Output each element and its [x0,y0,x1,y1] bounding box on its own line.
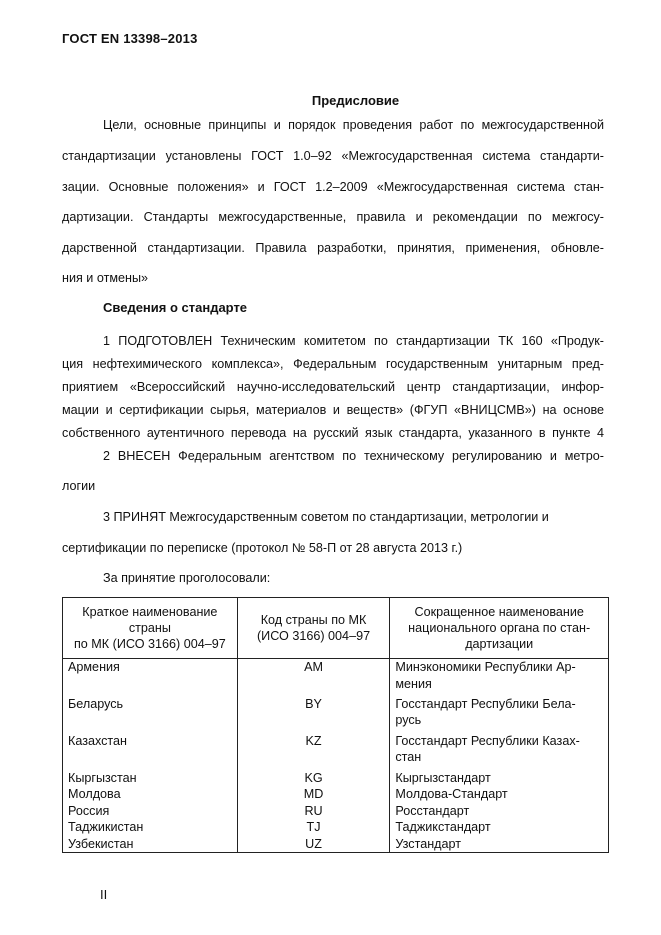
foreword-line: дартизации. Стандарты межгосударственные, правила и рекомендации по межгосу- [62,210,604,224]
country-cell: Беларусь [63,696,238,733]
item1-line: 1 ПОДГОТОВЛЕН Техническим комитетом по стандартизации ТК 160 «Продук- [103,334,604,348]
body-cell: Кыргызстандарт [390,770,609,787]
table-row [63,786,609,803]
code-cell: KZ [237,733,390,770]
body-cell: Госстандарт Республики Бела- русь [390,696,609,733]
table-row [63,733,609,770]
table-header-row [63,598,609,659]
item3-line: сертификации по переписке (протокол № 58-П от 28 августа 2013 г.) [62,541,463,555]
item2-line: 2 ВНЕСЕН Федеральным агентством по техническому регулированию и метро- [103,449,604,463]
country-cell: Молдова [63,786,238,803]
code-cell: KG [237,770,390,787]
foreword-line: дарственной стандартизации. Правила разработки, принятия, применения, обновле- [62,241,604,255]
item1-line: приятием «Всероссийский научно-исследовательский центр стандартизации, инфор- [62,380,604,394]
item2-line: логии [62,479,96,493]
foreword-line: зации. Основные положения» и ГОСТ 1.2–2009 «Межгосударственная система стан- [62,180,604,194]
body-cell: Минэкономики Республики Ар- мения [390,659,609,696]
table-row [63,659,609,696]
country-cell: Россия [63,803,238,820]
standard-info-title: Сведения о стандарте [103,300,248,315]
code-cell: TJ [237,819,390,836]
body-cell: Молдова-Стандарт [390,786,609,803]
body-cell: Узстандарт [390,836,609,853]
code-cell: BY [237,696,390,733]
column-header-country: Краткое наименование страны по МК (ИСО 3166) 004–97 [63,598,238,659]
foreword-line: Цели, основные принципы и порядок проведения работ по межгосударственной [103,118,604,132]
item1-line: ция нефтехимического комплекса», Федеральным государственным унитарным пред- [62,357,604,371]
country-cell: Казахстан [63,733,238,770]
column-header-body: Сокращенное наименование национального органа по стан- дартизации [390,598,609,659]
table-row [63,836,609,853]
code-cell: AM [237,659,390,696]
country-cell: Кыргызстан [63,770,238,787]
code-cell: RU [237,803,390,820]
country-cell: Узбекистан [63,836,238,853]
code-cell: MD [237,786,390,803]
country-cell: Таджикистан [63,819,238,836]
foreword-title: Предисловие [311,93,400,108]
vote-intro: За принятие проголосовали: [103,571,271,585]
document-code-header: ГОСТ EN 13398–2013 [62,31,198,46]
body-cell: Росстандарт [390,803,609,820]
foreword-line: ния и отмены» [62,271,149,285]
table-row [63,696,609,733]
country-cell: Армения [63,659,238,696]
page-number: II [100,887,108,902]
code-cell: UZ [237,836,390,853]
foreword-line: стандартизации установлены ГОСТ 1.0–92 «Межгосударственная система стандарти- [62,149,604,163]
table-row [63,819,609,836]
item1-line: собственного аутентичного перевода на русский язык стандарта, указанного в пункте 4 [62,426,604,440]
body-cell: Таджикстандарт [390,819,609,836]
item3-line: 3 ПРИНЯТ Межгосударственным советом по стандартизации, метрологии и [103,510,549,524]
body-cell: Госстандарт Республики Казах- стан [390,733,609,770]
table-row [63,770,609,787]
column-header-code: Код страны по МК (ИСО 3166) 004–97 [237,598,390,659]
voting-countries-table [62,597,609,853]
table-row [63,803,609,820]
item1-line: мации и сертификации сырья, материалов и веществ» (ФГУП «ВНИЦСМВ») на основе [62,403,604,417]
